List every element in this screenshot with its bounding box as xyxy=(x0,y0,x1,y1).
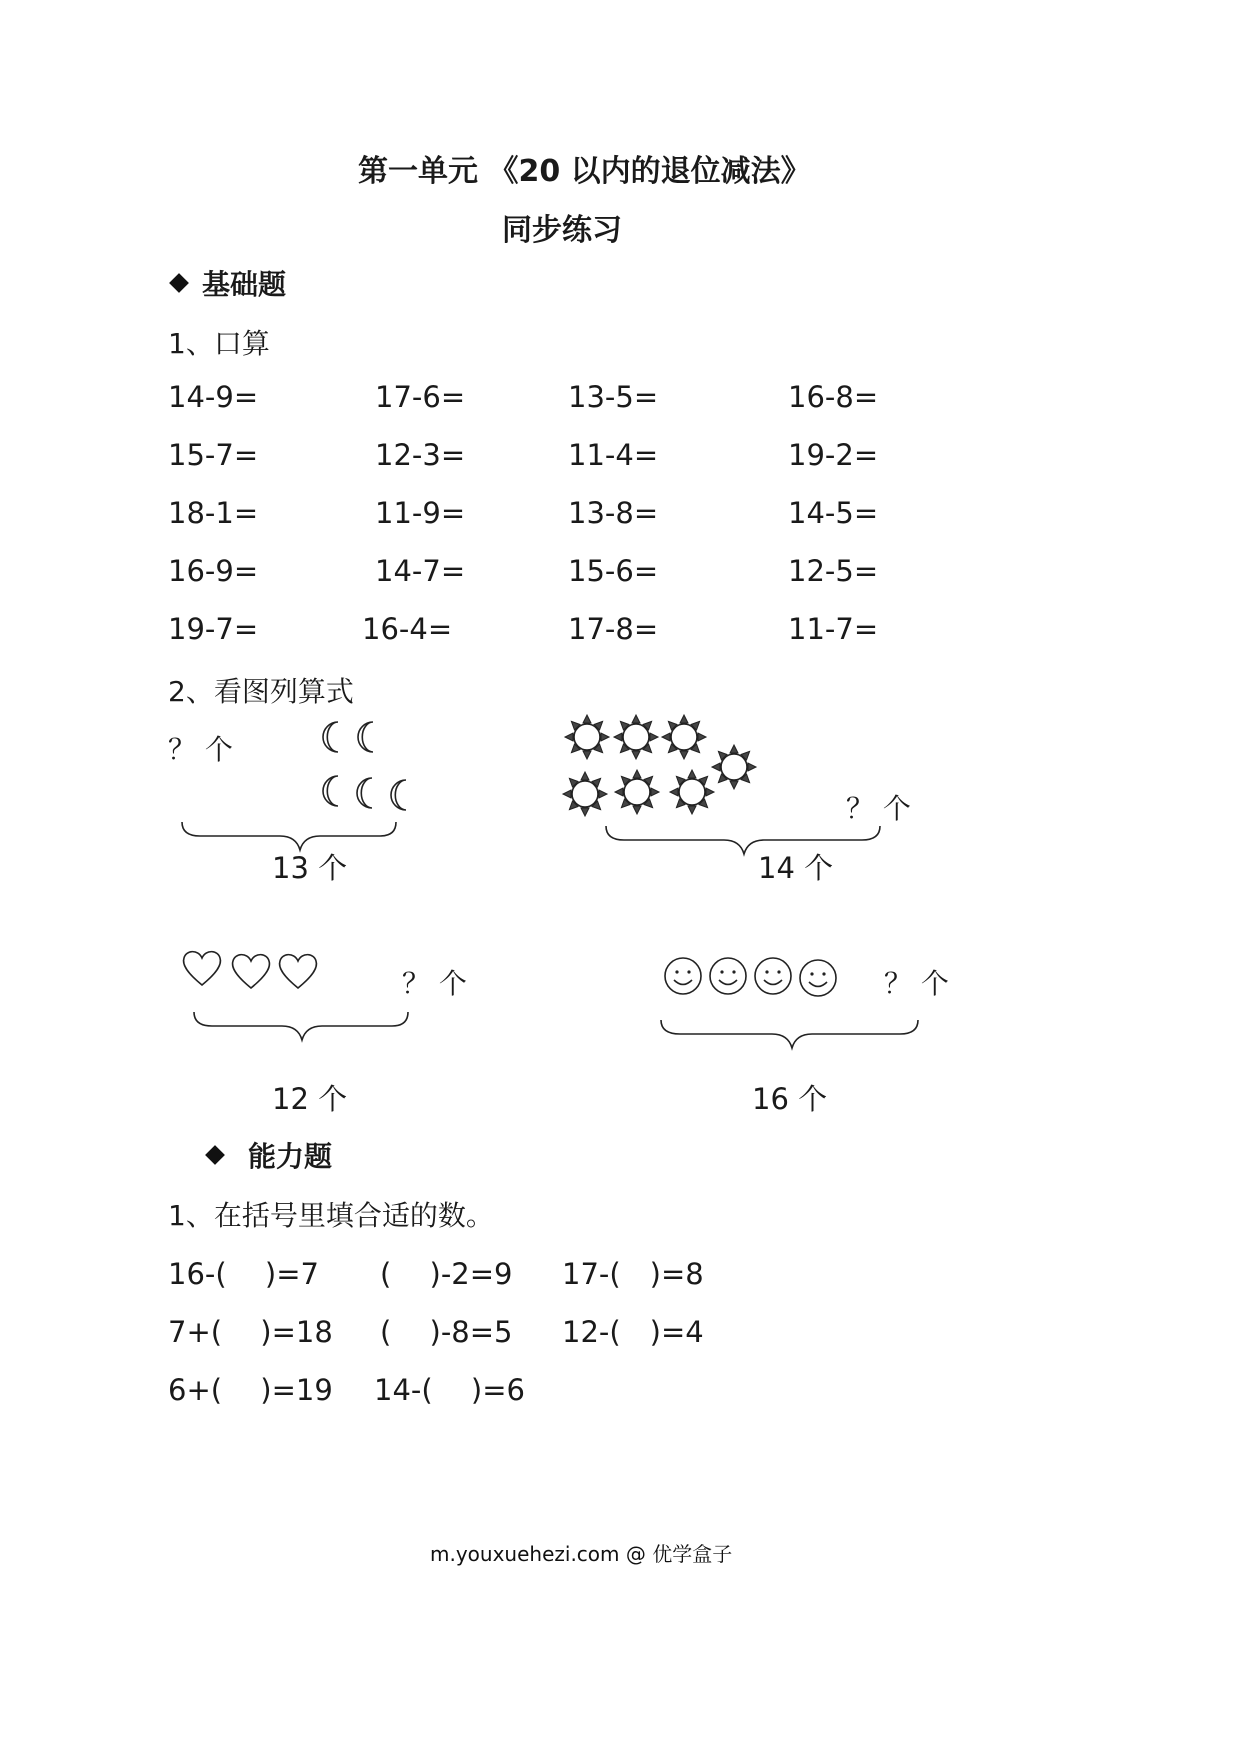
question-1-title: 1、口算 xyxy=(168,327,270,360)
section-basic-label: 基础题 xyxy=(202,268,287,301)
fill-item: 14-( )=6 xyxy=(374,1373,525,1407)
footer-watermark: m.youxuehezi.com @ 优学盒子 xyxy=(430,1542,733,1566)
sun-icon xyxy=(712,745,756,789)
smileys-question: ？ 个 xyxy=(884,967,949,1000)
smileys-figure xyxy=(0,0,1,1)
calc-item: 14-7= xyxy=(375,554,466,588)
fill-item: 12-( )=4 xyxy=(562,1315,704,1349)
fill-item: 6+( )=19 xyxy=(168,1373,333,1407)
calc-item: 14-5= xyxy=(788,496,879,530)
crescent-moon-icon xyxy=(323,776,338,806)
smiley-icon xyxy=(800,960,836,996)
heart-icon xyxy=(280,955,317,988)
section-basic xyxy=(172,263,286,303)
calc-item: 18-1= xyxy=(168,496,259,530)
calc-item: 16-9= xyxy=(168,554,259,588)
sun-icon xyxy=(670,770,714,814)
sun-icon xyxy=(662,715,706,759)
sun-icon xyxy=(615,770,659,814)
smiley-icon xyxy=(755,958,791,994)
smiley-icon xyxy=(665,958,701,994)
fill-item: ( )-2=9 xyxy=(380,1257,513,1291)
page-title: 第一单元 《20 以内的退位减法》 xyxy=(358,154,811,189)
fill-item: ( )-8=5 xyxy=(380,1315,513,1349)
brace xyxy=(194,1012,408,1040)
calc-item: 15-6= xyxy=(568,554,659,588)
calc-item: 19-7= xyxy=(168,612,259,646)
section-ability xyxy=(208,1135,332,1175)
suns-total: 14 个 xyxy=(758,851,834,885)
calc-item: 13-8= xyxy=(568,496,659,530)
calc-item: 19-2= xyxy=(788,438,879,472)
calc-item: 17-6= xyxy=(375,380,466,414)
calc-item: 16-8= xyxy=(788,380,879,414)
sun-icon xyxy=(565,715,609,759)
diamond-bullet-icon xyxy=(169,273,189,293)
fill-item: 17-( )=8 xyxy=(562,1257,704,1291)
crescent-moon-icon xyxy=(357,778,372,808)
calc-item: 14-9= xyxy=(168,380,259,414)
crescent-moon-icon xyxy=(323,722,338,752)
calc-item: 11-4= xyxy=(568,438,659,472)
section-ability-label: 能力题 xyxy=(248,1140,333,1173)
crescent-moon-icon xyxy=(358,722,373,752)
suns-question: ？ 个 xyxy=(846,792,911,825)
diamond-bullet-icon xyxy=(205,1145,225,1165)
fill-item: 16-( )=7 xyxy=(168,1257,319,1291)
calc-item: 17-8= xyxy=(568,612,659,646)
smileys-total: 16 个 xyxy=(752,1082,828,1116)
page-subtitle: 同步练习 xyxy=(502,213,622,248)
question-2-title: 2、看图列算式 xyxy=(168,675,354,708)
moons-total: 13 个 xyxy=(272,851,348,885)
heart-icon xyxy=(233,955,270,988)
brace xyxy=(661,1020,918,1048)
calc-item: 13-5= xyxy=(568,380,659,414)
heart-icon xyxy=(184,952,221,985)
brace xyxy=(606,826,880,854)
smiley-icon xyxy=(710,958,746,994)
calc-item: 12-3= xyxy=(375,438,466,472)
hearts-question: ？ 个 xyxy=(402,967,467,1000)
fill-item: 7+( )=18 xyxy=(168,1315,333,1349)
calc-item: 12-5= xyxy=(788,554,879,588)
calc-item: 11-9= xyxy=(375,496,466,530)
sun-icon xyxy=(563,772,607,816)
moons-question: ？ 个 xyxy=(168,733,233,766)
crescent-moon-icon xyxy=(391,780,406,810)
calc-item: 16-4= xyxy=(362,612,453,646)
question-3-title: 1、在括号里填合适的数。 xyxy=(168,1199,494,1232)
calc-item: 15-7= xyxy=(168,438,259,472)
hearts-total: 12 个 xyxy=(272,1082,348,1116)
sun-icon xyxy=(614,715,658,759)
calc-item: 11-7= xyxy=(788,612,879,646)
